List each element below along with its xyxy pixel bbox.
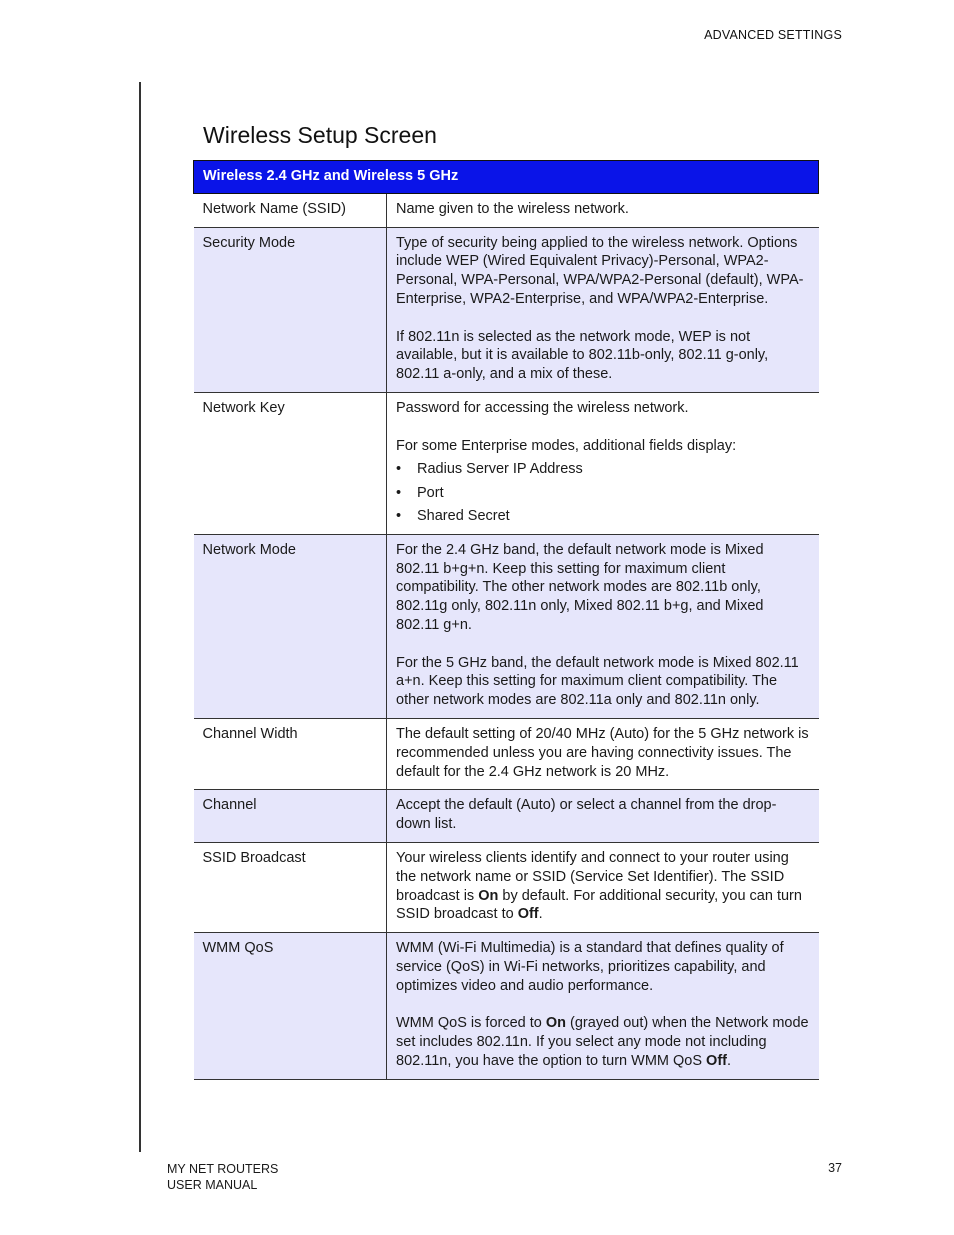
- bullet-list: [396, 460, 811, 525]
- text-run: (grayed out) when the Network mode set includes 802.11n. If you select any mode not including 802.11n, you have the option to turn WMM QoS: [396, 1015, 809, 1069]
- text-run: by default. For additional security, you can turn SSID broadcast to: [396, 887, 802, 923]
- page-number: 37: [828, 1161, 842, 1175]
- bullet-icon: •: [396, 461, 402, 478]
- emphasis-on: On: [478, 887, 499, 904]
- table-row: [194, 842, 819, 932]
- description-text: For some Enterprise modes, additional fields display:: [396, 437, 737, 454]
- list-item: [396, 507, 811, 526]
- table-row: [194, 392, 819, 534]
- description-text: [396, 1014, 811, 1070]
- param-name: Network Key: [194, 392, 387, 534]
- param-description: [387, 933, 819, 1080]
- list-item-text: Port: [417, 484, 444, 501]
- description-text: Accept the default (Auto) or select a channel from the drop-down list.: [396, 797, 777, 833]
- table-row: [194, 227, 819, 392]
- param-name: Channel: [194, 790, 387, 843]
- description-text: Password for accessing the wireless network.: [396, 399, 689, 416]
- emphasis-off: Off: [517, 906, 539, 923]
- table-row: [194, 933, 819, 1080]
- param-description: [387, 790, 819, 843]
- emphasis-off: Off: [706, 1052, 727, 1069]
- margin-rule: [139, 82, 141, 1152]
- param-description: [387, 392, 819, 534]
- text-run: WMM QoS is forced to: [396, 1015, 546, 1032]
- table-row: [194, 718, 819, 789]
- param-name: WMM QoS: [194, 933, 387, 1080]
- table-heading: Wireless 2.4 GHz and Wireless 5 GHz: [194, 161, 819, 194]
- list-item: [396, 484, 811, 503]
- running-header: ADVANCED SETTINGS: [704, 28, 842, 42]
- description-text: Name given to the wireless network.: [396, 200, 629, 217]
- param-name: SSID Broadcast: [194, 842, 387, 932]
- description-text: The default setting of 20/40 MHz (Auto) for the 5 GHz network is recommended unless you are having connectivity issues. The default for the 2.4 GHz network is 20 MHz.: [396, 725, 809, 780]
- description-text: For the 2.4 GHz band, the default network mode is Mixed 802.11 b+g+n. Keep this setting for maximum client compatibility. The other network modes are 802.11b only, 802.11g only, 802.11n only, Mixed 802.11 b+g, and Mixed 802.11 g+n.: [396, 541, 764, 633]
- param-name: Security Mode: [194, 227, 387, 392]
- description-text: Type of security being applied to the wireless network. Options include WEP (Wired Equivalent Privacy)-Personal, WPA2-Personal, WPA-Personal, WPA/WPA2-Personal (default), WPA-Enterprise, WPA2-Enterprise, and WPA/WPA2-Enterprise.: [396, 234, 804, 307]
- param-name: Network Name (SSID): [194, 193, 387, 227]
- param-name: Network Mode: [194, 534, 387, 718]
- table-row: [194, 790, 819, 843]
- table-row: [194, 193, 819, 227]
- list-item-text: Radius Server IP Address: [417, 461, 583, 478]
- table-header-row: [194, 161, 819, 194]
- description-text: WMM (Wi-Fi Multimedia) is a standard that defines quality of service (QoS) in Wi-Fi networks, prioritizes capability, and optimizes video and audio performance.: [396, 940, 784, 994]
- text-run: .: [726, 1052, 732, 1069]
- list-item-text: Shared Secret: [417, 507, 510, 524]
- footer-line: MY NET ROUTERS: [167, 1162, 279, 1176]
- page-title: Wireless Setup Screen: [203, 122, 437, 148]
- table-row: [194, 534, 819, 718]
- param-description: [387, 227, 819, 392]
- param-description: [387, 534, 819, 718]
- text-run: Your wireless clients identify and connect to your router using the network name or SSID (Service Set Identifier). The SSID broadcast is: [396, 849, 789, 904]
- description-text: For the 5 GHz band, the default network mode is Mixed 802.11 a+n. Keep this setting for maximum client compatibility. The other network modes are 802.11a only and 802.11n only.: [396, 654, 799, 709]
- bullet-icon: •: [396, 484, 402, 501]
- footer-manual-title: [167, 1161, 278, 1193]
- param-name: Channel Width: [194, 718, 387, 789]
- description-text: [396, 849, 811, 924]
- emphasis-on: On: [545, 1015, 567, 1032]
- settings-table: [193, 160, 819, 1080]
- list-item: [396, 460, 811, 479]
- param-description: [387, 718, 819, 789]
- description-text: If 802.11n is selected as the network mode, WEP is not available, but it is available to 802.11b-only, 802.11 g-only, 802.11 a-only, and a mix of these.: [396, 328, 769, 383]
- param-description: [387, 842, 819, 932]
- footer-line: USER MANUAL: [167, 1178, 258, 1192]
- text-run: .: [538, 906, 543, 923]
- param-description: [387, 193, 819, 227]
- bullet-icon: •: [396, 507, 402, 524]
